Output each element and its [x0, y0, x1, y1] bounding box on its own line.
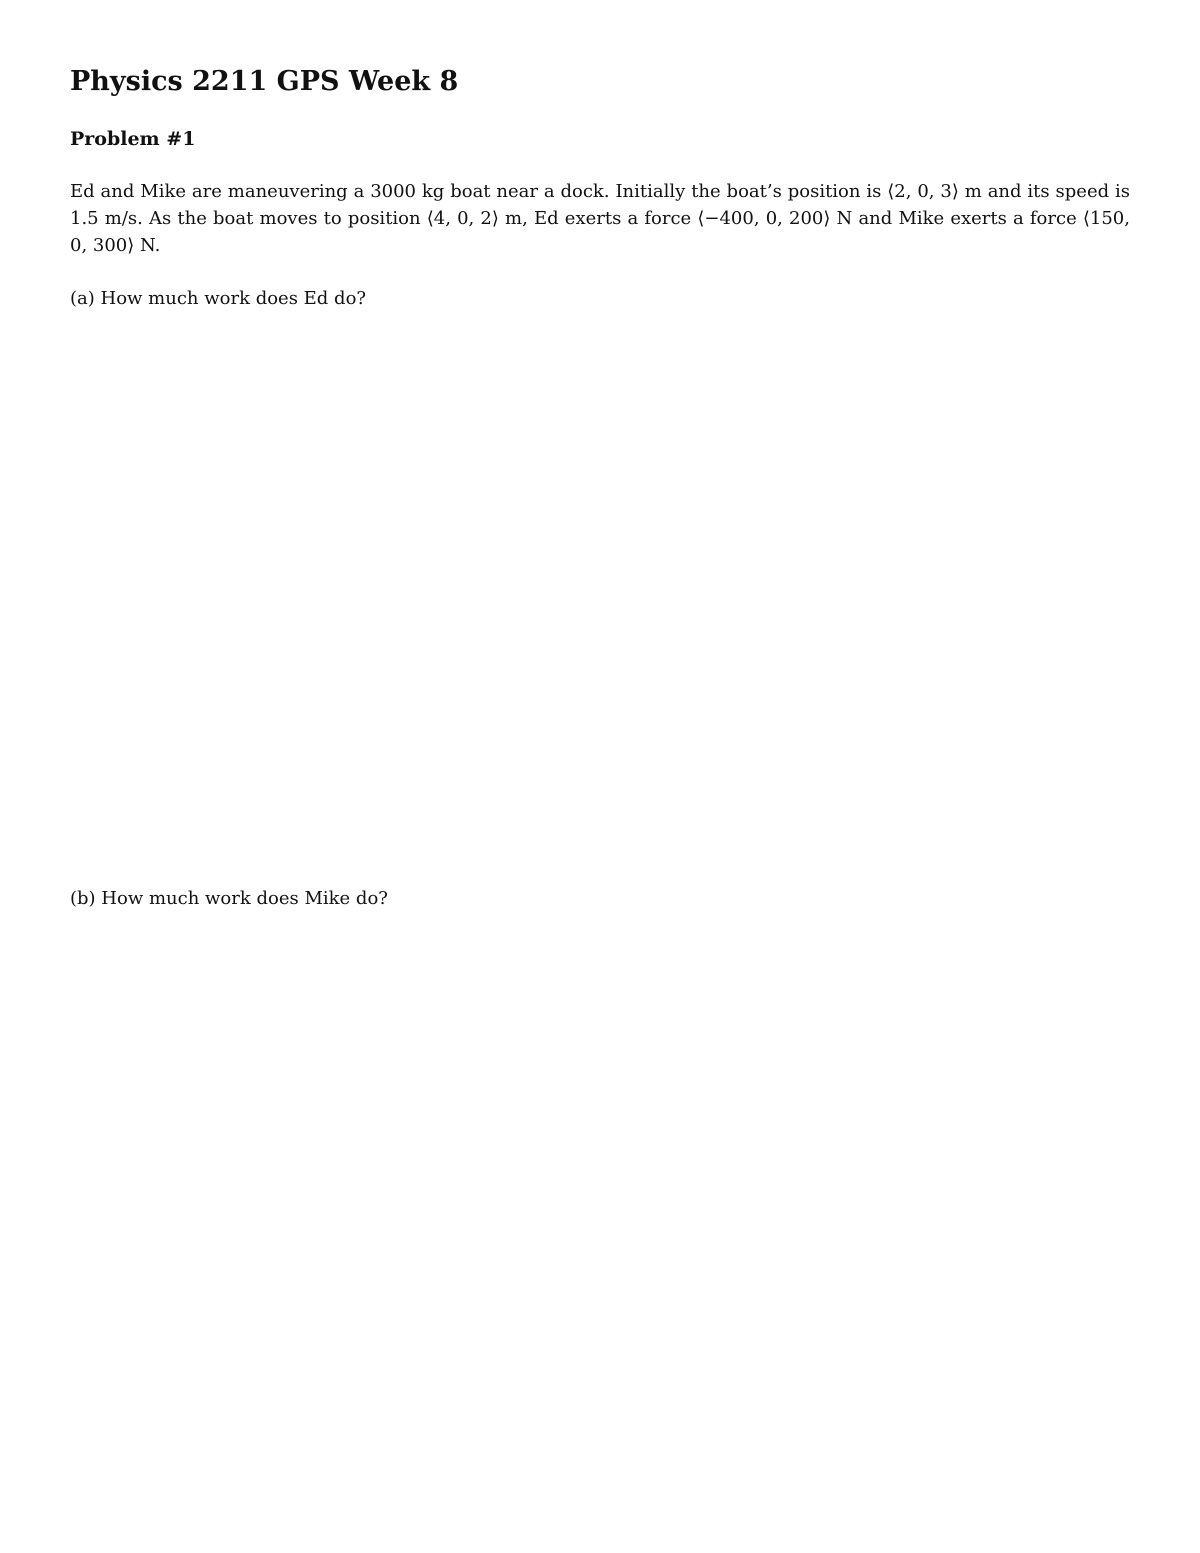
page-title: Physics 2211 GPS Week 8 — [70, 66, 459, 97]
problem-statement: Ed and Mike are maneuvering a 3000 kg boat near a dock. Initially the boat’s position is ⟨2, 0, 3⟩ m and its speed is 1.5 m/s. As the boat moves to position ⟨4, 0, 2⟩ m, Ed exerts a force ⟨−400, 0, 200⟩ N and Mike exerts a force ⟨150, 0, 300⟩ N. — [70, 181, 1130, 256]
question-a: (a) How much work does Ed do? — [70, 288, 367, 309]
answer-space-b — [70, 920, 1130, 1520]
question-b: (b) How much work does Mike do? — [70, 888, 388, 909]
problem-heading: Problem #1 — [70, 128, 196, 150]
answer-space-a — [70, 320, 1130, 870]
